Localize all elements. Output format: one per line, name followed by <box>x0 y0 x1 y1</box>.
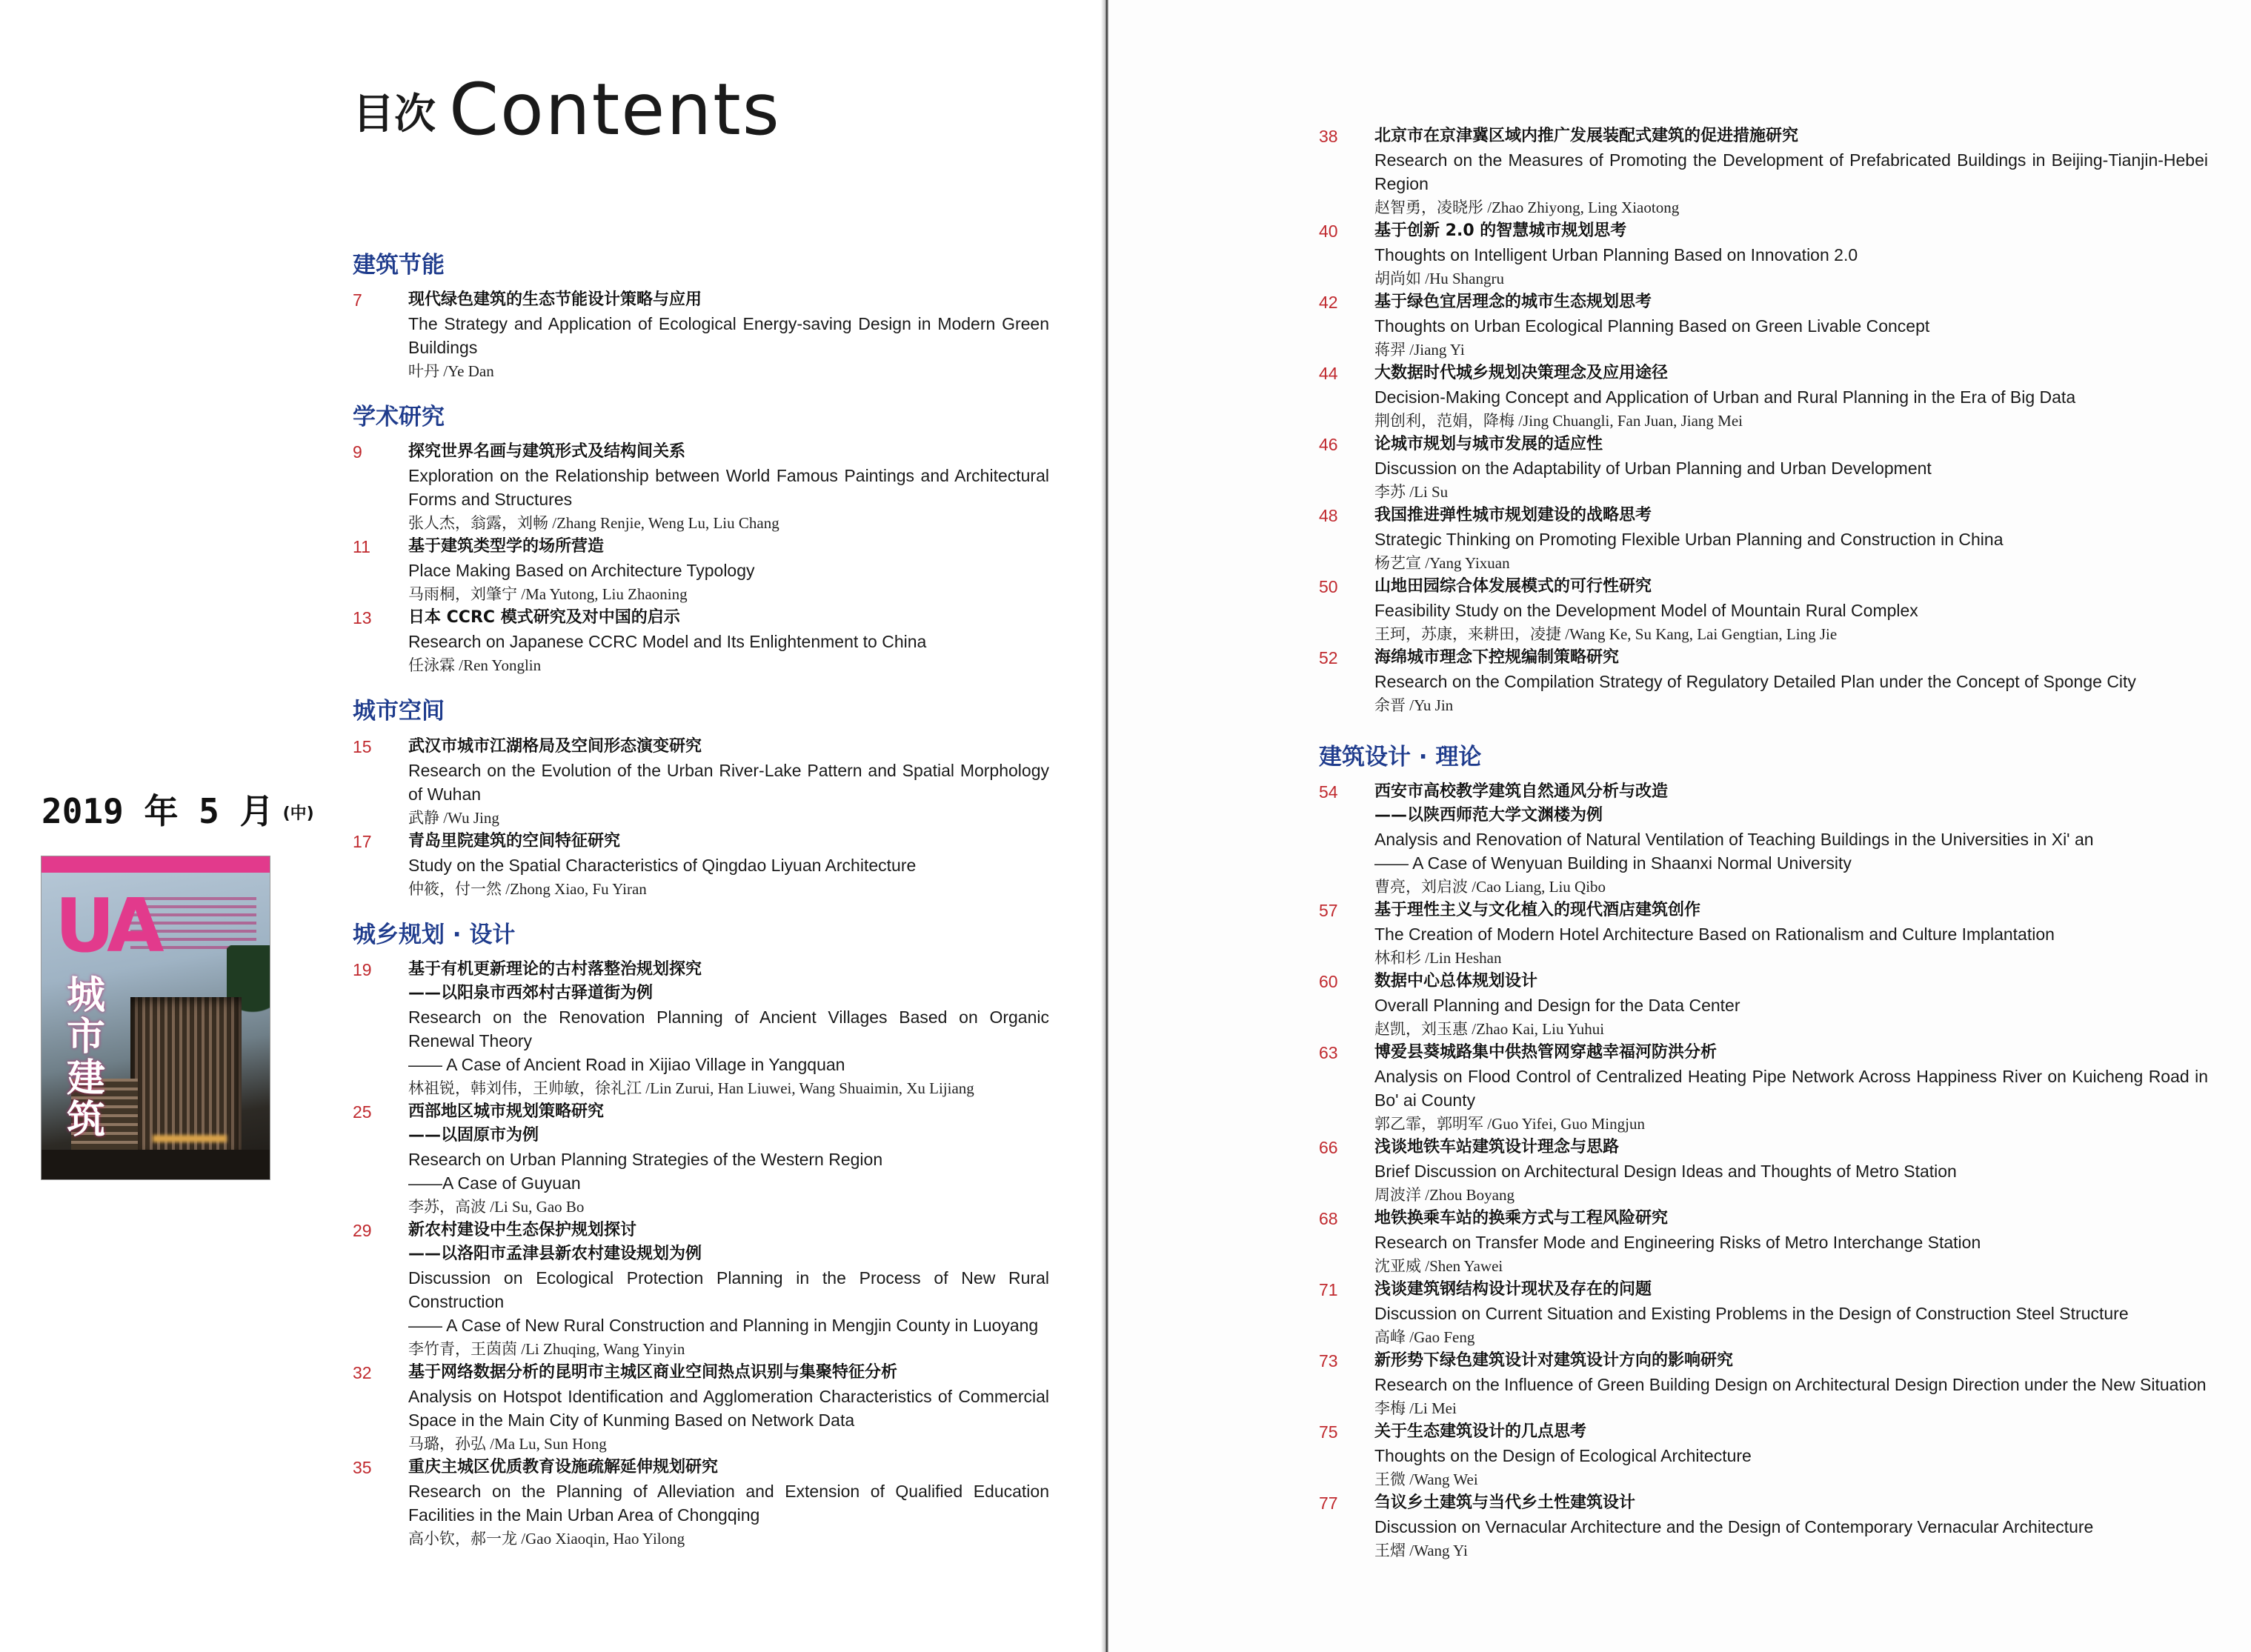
article-title-en: ——A Case of Guyuan <box>408 1173 581 1193</box>
article-authors: 任泳霖 /Ren Yonglin <box>408 656 542 675</box>
toc-entry[interactable] <box>1319 1041 2208 1136</box>
toc-entry[interactable] <box>353 735 1049 830</box>
page-number: 75 <box>1319 1422 1338 1442</box>
section-title: 建筑节能 <box>353 252 445 279</box>
article-authors: 赵凯，刘玉惠 /Zhao Kai, Liu Yuhui <box>1374 1020 1605 1039</box>
toc-entry[interactable] <box>1319 433 2208 504</box>
toc-entry[interactable] <box>1319 219 2208 290</box>
article-title-en: Thoughts on Intelligent Urban Planning Based on Innovation 2.0 <box>1374 245 1858 264</box>
article-title-en: Analysis on Hotspot Identification and Agglomeration Characteristics of Commercial Space in the Main City of Kunming Based on Network Data <box>408 1386 1049 1430</box>
article-title-en: Place Making Based on Architecture Typology <box>408 561 755 581</box>
article-title-en: Analysis on Flood Control of Centralized Heating Pipe Network Across Happiness River on Kuicheng Road in Bo' ai County <box>1374 1067 2208 1110</box>
toc-section <box>1319 124 2208 717</box>
article-title-zh: 刍议乡土建筑与当代乡土性建筑设计 <box>1374 1493 1636 1513</box>
article-title-en: Strategic Thinking on Promoting Flexible Urban Planning and Construction in China <box>1374 530 2004 549</box>
page-number: 52 <box>1319 648 1338 667</box>
toc-entry[interactable] <box>1319 290 2208 362</box>
article-title-zh: ——以洛阳市孟津县新农村建设规划为例 <box>408 1244 702 1263</box>
toc-entry[interactable] <box>353 1456 1049 1551</box>
article-title-en: Thoughts on Urban Ecological Planning Based on Green Livable Concept <box>1374 316 1930 336</box>
toc-entry[interactable] <box>1319 1278 2208 1349</box>
toc-section <box>353 698 1049 900</box>
article-authors: 蒋羿 /Jiang Yi <box>1374 341 1465 359</box>
article-title-zh: 西安市高校教学建筑自然通风分析与改造 <box>1374 782 1669 802</box>
article-authors: 李梅 /Li Mei <box>1374 1399 1457 1418</box>
article-title-en: Research on Urban Planning Strategies of the Western Region <box>408 1149 883 1169</box>
section-title: 城乡规划 · 设计 <box>353 921 516 948</box>
article-authors: 周波洋 /Zhou Boyang <box>1374 1186 1514 1205</box>
toc-entry[interactable] <box>353 606 1049 677</box>
article-authors: 高峰 /Gao Feng <box>1374 1328 1475 1347</box>
article-title-zh: 地铁换乘车站的换乘方式与工程风险研究 <box>1374 1209 1669 1228</box>
toc-entry[interactable] <box>1319 504 2208 575</box>
cover-logo: UA <box>55 882 159 969</box>
contents-title <box>353 68 781 151</box>
article-title-en: Decision-Making Concept and Application of Urban and Rural Planning in the Era of Big Data <box>1374 387 2076 407</box>
page-number: 60 <box>1319 972 1338 992</box>
article-authors: 林和杉 /Lin Heshan <box>1374 949 1502 967</box>
article-authors: 马璐，孙弘 /Ma Lu, Sun Hong <box>408 1434 607 1453</box>
section-title: 建筑设计 · 理论 <box>1319 744 1482 770</box>
toc-entry[interactable] <box>1319 970 2208 1041</box>
article-title-en: Discussion on Vernacular Architecture and the Design of Contemporary Vernacular Architecture <box>1374 1517 2094 1537</box>
article-authors: 仲筱，付一然 /Zhong Xiao, Fu Yiran <box>408 879 647 898</box>
article-authors: 曹亮，刘启波 /Cao Liang, Liu Qibo <box>1374 878 1606 896</box>
article-title-zh: ——以阳泉市西郊村古驿道街为例 <box>408 983 654 1002</box>
article-title-zh: 新农村建设中生态保护规划探讨 <box>408 1220 637 1239</box>
article-authors: 郭乙霏，郭明军 /Guo Yifei, Guo Mingjun <box>1374 1115 1645 1133</box>
article-authors: 马雨桐，刘肇宁 /Ma Yutong, Liu Zhaoning <box>408 585 688 604</box>
page-number: 73 <box>1319 1351 1338 1371</box>
toc-entry[interactable] <box>353 535 1049 606</box>
article-title-en: Research on the Measures of Promoting the Development of Prefabricated Buildings in Beijing-Tianjin-Hebei Region <box>1374 150 2208 193</box>
article-title-zh: 大数据时代城乡规划决策理念及应用途径 <box>1374 364 1669 382</box>
article-authors: 荆创利，范娟，降梅 /Jing Chuangli, Fan Juan, Jiang Mei <box>1374 412 1743 430</box>
page-number: 32 <box>353 1362 372 1382</box>
toc-entry[interactable] <box>1319 1207 2208 1278</box>
toc-column-left <box>353 252 1049 1551</box>
toc-entry[interactable] <box>353 958 1049 1100</box>
section-title: 城市空间 <box>353 698 445 725</box>
article-authors: 李苏 /Li Su <box>1374 483 1449 501</box>
toc-entry[interactable] <box>353 288 1049 383</box>
article-title-zh: 日本 CCRC 模式研究及对中国的启示 <box>408 608 680 627</box>
article-title-en: Research on the Compilation Strategy of Regulatory Detailed Plan under the Concept of Sponge City <box>1374 672 2136 691</box>
page-number: 63 <box>1319 1043 1338 1063</box>
article-title-zh: 探究世界名画与建筑形式及结构间关系 <box>408 442 686 462</box>
article-title-en: The Strategy and Application of Ecological Energy-saving Design in Modern Green Buildings <box>408 314 1049 358</box>
article-authors: 王珂，苏康，来耕田，凌捷 /Wang Ke, Su Kang, Lai Gengtian, Ling Jie <box>1374 625 1838 643</box>
article-title-zh: 基于网络数据分析的昆明市主城区商业空间热点识别与集聚特征分析 <box>408 1362 898 1382</box>
page-number: 15 <box>353 736 372 756</box>
left-page <box>0 0 1105 1652</box>
issue-note: (中) <box>282 805 314 823</box>
article-title-en: Research on Transfer Mode and Engineering Risks of Metro Interchange Station <box>1374 1233 1981 1253</box>
article-authors: 余晋 /Yu Jin <box>1374 696 1454 714</box>
toc-entry[interactable] <box>1319 780 2208 899</box>
article-title-en: —— A Case of Ancient Road in Xijiao Village in Yangquan <box>408 1054 845 1074</box>
page-number: 44 <box>1319 364 1338 383</box>
article-authors: 张人杰，翁露，刘畅 /Zhang Renjie, Weng Lu, Liu Chang <box>408 514 779 533</box>
article-title-zh: 山地田园综合体发展模式的可行性研究 <box>1374 577 1652 596</box>
article-title-en: Analysis and Renovation of Natural Ventilation of Teaching Buildings in the Universities in Xi' an <box>1374 830 2094 850</box>
article-title-zh: 浅谈地铁车站建筑设计理念与思路 <box>1374 1138 1620 1157</box>
article-title-en: Research on the Evolution of the Urban River-Lake Pattern and Spatial Morphology of Wuhan <box>408 760 1049 804</box>
article-authors: 沈亚威 /Shen Yawei <box>1374 1257 1503 1276</box>
article-authors: 胡尚如 /Hu Shangru <box>1374 270 1504 287</box>
page-number: 25 <box>353 1102 372 1122</box>
article-authors: 王微 /Wang Wei <box>1374 1471 1478 1489</box>
article-title-zh: 基于绿色宜居理念的城市生态规划思考 <box>1374 293 1652 311</box>
cover-band <box>41 856 270 873</box>
cover-magazine-name: 城市建筑 <box>67 973 106 1142</box>
toc-entry[interactable] <box>353 1219 1049 1361</box>
article-title-en: Thoughts on the Design of Ecological Architecture <box>1374 1446 1752 1466</box>
article-title-en: Overall Planning and Design for the Data Center <box>1374 996 1740 1016</box>
toc-entry[interactable] <box>1319 646 2208 717</box>
toc-entry[interactable] <box>353 1100 1049 1219</box>
contents-title-zh: 目次 <box>353 90 436 139</box>
article-title-zh: 重庆主城区优质教育设施疏解延伸规划研究 <box>408 1457 719 1476</box>
article-title-zh: 论城市规划与城市发展的适应性 <box>1374 435 1603 453</box>
article-title-en: Exploration on the Relationship between World Famous Paintings and Architectural Forms and Structures <box>408 466 1049 510</box>
toc-entry[interactable] <box>353 440 1049 535</box>
toc-section <box>353 922 1049 1551</box>
article-title-en: Research on Japanese CCRC Model and Its Enlightenment to China <box>408 632 927 652</box>
article-authors: 武静 /Wu Jing <box>408 808 499 827</box>
toc-section <box>353 404 1049 677</box>
article-title-zh: 关于生态建筑设计的几点思考 <box>1374 1422 1587 1442</box>
article-title-zh: 北京市在京津冀区域内推广发展装配式建筑的促进措施研究 <box>1374 127 1799 145</box>
article-title-zh: 基于理性主义与文化植入的现代酒店建筑创作 <box>1374 901 1701 920</box>
page-number: 38 <box>1319 127 1338 146</box>
toc-entry[interactable] <box>1319 124 2208 219</box>
toc-section <box>353 252 1049 383</box>
article-title-en: Research on the Renovation Planning of Ancient Villages Based on Organic Renewal Theory <box>408 1007 1049 1050</box>
toc-entry[interactable] <box>1319 899 2208 970</box>
article-title-zh: 西部地区城市规划策略研究 <box>408 1102 605 1121</box>
article-authors: 王熠 /Wang Yi <box>1374 1542 1468 1560</box>
page-number: 46 <box>1319 435 1338 454</box>
toc-entry[interactable] <box>1319 362 2208 433</box>
page-number: 57 <box>1319 901 1338 921</box>
page-number: 40 <box>1319 222 1338 241</box>
page-number: 13 <box>353 608 372 628</box>
article-title-zh: 博爱县葵城路集中供热管网穿越幸福河防洪分析 <box>1374 1043 1718 1062</box>
article-title-zh: 现代绿色建筑的生态节能设计策略与应用 <box>408 290 702 310</box>
toc-entry[interactable] <box>1319 1349 2208 1420</box>
page-number: 35 <box>353 1457 372 1477</box>
article-title-en: —— A Case of New Rural Construction and Planning in Mengjin County in Luoyang <box>408 1315 1039 1335</box>
article-title-zh: 我国推进弹性城市规划建设的战略思考 <box>1374 506 1652 524</box>
contents-title-en: Contents <box>449 68 781 151</box>
page-number: 71 <box>1319 1280 1338 1300</box>
page-number: 77 <box>1319 1493 1338 1513</box>
article-title-en: —— A Case of Wenyuan Building in Shaanxi Normal University <box>1374 853 1852 873</box>
article-title-zh: 浅谈建筑钢结构设计现状及存在的问题 <box>1374 1280 1652 1299</box>
article-title-en: Research on the Influence of Green Building Design on Architectural Design Direction under the New Situation <box>1374 1375 2207 1395</box>
magazine-cover-image <box>41 856 270 1179</box>
toc-entry[interactable] <box>1319 1420 2208 1491</box>
article-authors: 高小钦，郝一龙 /Gao Xiaoqin, Hao Yilong <box>408 1529 685 1548</box>
article-title-en: Research on the Planning of Alleviation and Extension of Qualified Education Facilities in the Main Urban Area of Chongqing <box>408 1481 1049 1525</box>
article-title-en: The Creation of Modern Hotel Architecture Based on Rationalism and Culture Implantation <box>1374 925 2055 945</box>
page-number: 9 <box>353 442 362 462</box>
article-title-zh: 海绵城市理念下控规编制策略研究 <box>1374 648 1620 667</box>
article-authors: 林祖锐，韩刘伟，王帅敏，徐礼江 /Lin Zurui, Han Liuwei, Wang Shuaimin, Xu Lijiang <box>408 1079 974 1097</box>
article-title-zh: 基于有机更新理论的古村落整治规划探究 <box>408 959 702 979</box>
article-title-zh: 基于建筑类型学的场所营造 <box>408 537 605 556</box>
article-title-zh: ——以陕西师范大学文渊楼为例 <box>1374 806 1603 825</box>
article-title-en: Brief Discussion on Architectural Design Ideas and Thoughts of Metro Station <box>1374 1162 1957 1182</box>
page-number: 7 <box>353 290 362 310</box>
cover-lights <box>153 1135 227 1142</box>
toc-section <box>1319 744 2208 1562</box>
page-number: 42 <box>1319 293 1338 312</box>
issue-date <box>41 791 314 831</box>
issue-date-text: 2019 年 5 月 <box>41 791 274 831</box>
article-title-zh: 武汉市城市江湖格局及空间形态演变研究 <box>408 736 702 756</box>
article-title-zh: 新形势下绿色建筑设计对建筑设计方向的影响研究 <box>1374 1351 1734 1370</box>
page-number: 19 <box>353 959 372 979</box>
page-number: 11 <box>353 537 370 557</box>
page-number: 50 <box>1319 577 1338 596</box>
toc-entry[interactable] <box>1319 1491 2208 1562</box>
page-number: 54 <box>1319 782 1338 802</box>
page-number: 66 <box>1319 1138 1338 1158</box>
article-title-zh: ——以固原市为例 <box>408 1125 539 1145</box>
article-authors: 李苏，高波 /Li Su, Gao Bo <box>408 1197 585 1216</box>
article-title-en: Study on the Spatial Characteristics of Qingdao Liyuan Architecture <box>408 855 917 875</box>
article-authors: 杨艺宣 /Yang Yixuan <box>1374 554 1510 572</box>
article-authors: 叶丹 /Ye Dan <box>408 362 494 381</box>
article-title-en: Discussion on the Adaptability of Urban Planning and Urban Development <box>1374 459 1932 478</box>
page-number: 29 <box>353 1220 372 1240</box>
article-title-zh: 青岛里院建筑的空间特征研究 <box>408 831 621 850</box>
article-title-en: Discussion on Ecological Protection Planning in the Process of New Rural Construction <box>408 1268 1049 1311</box>
toc-entry[interactable] <box>1319 575 2208 646</box>
article-title-en: Feasibility Study on the Development Model of Mountain Rural Complex <box>1374 601 1918 620</box>
toc-entry[interactable] <box>1319 1136 2208 1207</box>
toc-entry[interactable] <box>353 830 1049 901</box>
section-title: 学术研究 <box>353 404 445 431</box>
page-number: 48 <box>1319 506 1338 525</box>
article-title-zh: 基于创新 2.0 的智慧城市规划思考 <box>1374 222 1627 240</box>
article-authors: 赵智勇，凌晓彤 /Zhao Zhiyong, Ling Xiaotong <box>1374 199 1680 216</box>
page-number: 17 <box>353 831 372 851</box>
toc-column-right <box>1319 124 2208 1562</box>
article-authors: 李竹青，王茵茵 /Li Zhuqing, Wang Yinyin <box>408 1339 685 1358</box>
toc-entry[interactable] <box>353 1361 1049 1456</box>
page-number: 68 <box>1319 1209 1338 1229</box>
cover-base <box>41 1150 270 1179</box>
article-title-zh: 数据中心总体规划设计 <box>1374 972 1538 991</box>
article-title-en: Discussion on Current Situation and Existing Problems in the Design of Construction Steel Structure <box>1374 1304 2129 1324</box>
